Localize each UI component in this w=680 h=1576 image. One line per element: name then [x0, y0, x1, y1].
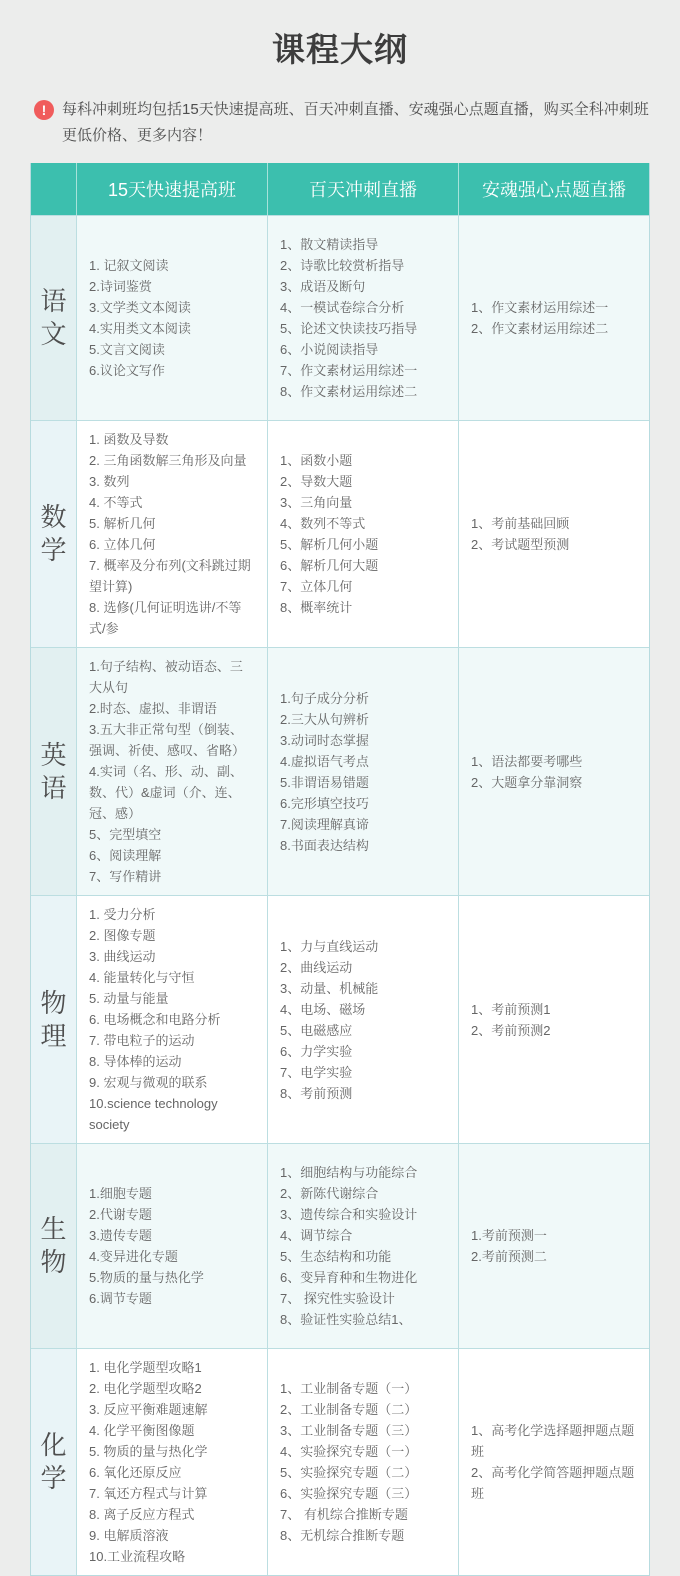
course-item: 7、 探究性实验设计	[280, 1291, 395, 1306]
course-item: 3. 反应平衡难题速解	[89, 1402, 208, 1417]
subject-char: 物	[40, 987, 67, 1018]
cell-key-point-live	[459, 896, 649, 1143]
course-item: 3、成语及断句	[280, 279, 366, 294]
course-item: 2、考试题型预测	[471, 537, 570, 552]
course-item: 5.物质的量与热化学	[89, 1270, 204, 1285]
course-item: 5、论述文快读技巧指导	[280, 321, 418, 336]
subject-char: 英	[40, 739, 67, 770]
course-item: 2、大题拿分靠洞察	[471, 774, 583, 790]
course-item: 3.动词时态掌握	[280, 732, 369, 748]
course-item: 4、实验探究专题（一）	[280, 1444, 418, 1459]
subject-char: 学	[40, 535, 67, 565]
subject-char: 语	[40, 772, 67, 803]
table-row	[31, 215, 649, 420]
course-item: 1.考前预测一	[471, 1228, 547, 1243]
course-item: 7. 带电粒子的运动	[89, 1033, 195, 1048]
course-outline-table	[30, 163, 650, 1576]
cell-quick-class	[77, 216, 268, 420]
course-item: 1、高考化学选择题押题点题班	[471, 1423, 635, 1459]
subject-char: 生	[40, 1214, 67, 1244]
course-item: 7、作文素材运用综述一	[280, 363, 418, 378]
course-item: 1.句子成分分析	[280, 690, 369, 706]
course-item: 8.书面表达结构	[280, 837, 369, 853]
course-item: 2、新陈代谢综合	[280, 1186, 379, 1201]
course-item: 2. 电化学题型攻略2	[89, 1381, 202, 1396]
course-item: 8、无机综合推断专题	[280, 1528, 405, 1543]
course-item: 4、数列不等式	[280, 516, 366, 531]
table-row	[31, 1143, 649, 1348]
course-item: 2、诗歌比较赏析指导	[280, 258, 405, 273]
course-item: 4.实用类文本阅读	[89, 321, 191, 336]
header-subject-cell	[31, 163, 77, 215]
subject-label	[31, 896, 77, 1143]
course-item: 3.文学类文本阅读	[89, 300, 191, 315]
course-item: 8、概率统计	[280, 600, 353, 615]
header-col-1: 15天快速提高班	[77, 163, 268, 215]
course-item: 7、写作精讲	[89, 869, 162, 884]
course-item: 4. 能量转化与守恒	[89, 970, 195, 985]
course-item: 5. 动量与能量	[89, 991, 169, 1006]
course-item: 8、作文素材运用综述二	[280, 384, 418, 399]
course-item: 5. 物质的量与热化学	[89, 1444, 208, 1459]
cell-key-point-live	[459, 1144, 649, 1348]
course-item: 6、实验探究专题（三）	[280, 1486, 418, 1501]
table-body	[31, 215, 649, 1575]
course-item: 6、解析几何大题	[280, 558, 379, 573]
course-item: 1. 电化学题型攻略1	[89, 1360, 202, 1375]
course-item: 1.句子结构、被动语态、三大从句	[89, 659, 243, 695]
cell-quick-class	[77, 1349, 268, 1575]
course-item: 3. 曲线运动	[89, 949, 156, 964]
cell-hundred-day-live	[268, 421, 459, 647]
course-item: 7、立体几何	[280, 579, 353, 594]
course-item: 4.变异进化专题	[89, 1249, 178, 1264]
subject-char: 化	[40, 1430, 67, 1460]
course-item: 9. 宏观与微观的联系	[89, 1075, 208, 1090]
table-row	[31, 1348, 649, 1575]
course-item: 5、实验探究专题（二）	[280, 1465, 418, 1480]
course-item: 2. 三角函数解三角形及向量	[89, 453, 247, 468]
subject-char: 数	[40, 502, 67, 532]
course-item: 1、细胞结构与功能综合	[280, 1165, 418, 1180]
course-item: 5.非谓语易错题	[280, 774, 369, 790]
cell-hundred-day-live	[268, 216, 459, 420]
course-item: 5.文言文阅读	[89, 342, 165, 357]
cell-key-point-live	[459, 648, 649, 895]
course-item: 6. 氧化还原反应	[89, 1465, 182, 1480]
course-item: 2、工业制备专题（二）	[280, 1402, 418, 1417]
course-item: 6、变异育种和生物进化	[280, 1270, 418, 1285]
subject-char: 学	[40, 1463, 67, 1493]
course-item: 2.诗词鉴赏	[89, 279, 152, 294]
course-item: 2. 图像专题	[89, 928, 156, 943]
course-item: 10.science technology society	[89, 1096, 218, 1132]
course-item: 4. 不等式	[89, 495, 143, 510]
course-item: 6.完形填空技巧	[280, 795, 369, 811]
subject-char: 理	[40, 1020, 67, 1051]
course-item: 7.阅读理解真谛	[280, 816, 369, 832]
course-item: 2、考前预测2	[471, 1022, 551, 1038]
course-item: 1、工业制备专题（一）	[280, 1381, 418, 1396]
exclamation-icon: !	[34, 100, 54, 120]
course-item: 5、生态结构和功能	[280, 1249, 392, 1264]
course-item: 2.时态、虚拟、非谓语	[89, 701, 217, 716]
course-item: 6.议论文写作	[89, 363, 165, 378]
course-item: 1、力与直线运动	[280, 938, 379, 954]
course-item: 1、函数小题	[280, 453, 353, 468]
course-item: 8. 选修(几何证明选讲/不等式/参	[89, 600, 242, 636]
course-item: 3.五大非正常句型（倒装、强调、祈使、感叹、省略）	[89, 722, 246, 758]
course-item: 3、工业制备专题（三）	[280, 1423, 418, 1438]
course-item: 5、解析几何小题	[280, 537, 379, 552]
course-item: 1、语法都要考哪些	[471, 753, 583, 769]
course-item: 2、高考化学简答题押题点题班	[471, 1465, 635, 1501]
table-row	[31, 647, 649, 895]
course-item: 4、一模试卷综合分析	[280, 300, 405, 315]
course-item: 8. 离子反应方程式	[89, 1507, 195, 1522]
course-item: 4. 化学平衡图像题	[89, 1423, 195, 1438]
table-row	[31, 420, 649, 647]
course-item: 6、阅读理解	[89, 848, 162, 863]
course-item: 1、考前基础回顾	[471, 516, 570, 531]
course-item: 8. 导体棒的运动	[89, 1054, 182, 1069]
subject-char: 文	[40, 319, 67, 349]
course-item: 7. 概率及分布列(文科跳过期望计算)	[89, 558, 251, 594]
course-item: 8、考前预测	[280, 1085, 353, 1101]
cell-hundred-day-live	[268, 648, 459, 895]
subject-label	[31, 1144, 77, 1348]
cell-quick-class	[77, 421, 268, 647]
table-row	[31, 895, 649, 1143]
course-item: 2、作文素材运用综述二	[471, 321, 609, 336]
cell-hundred-day-live	[268, 1144, 459, 1348]
cell-quick-class	[77, 648, 268, 895]
course-item: 5、电磁感应	[280, 1022, 353, 1038]
cell-key-point-live	[459, 216, 649, 420]
course-item: 2、导数大题	[280, 474, 353, 489]
course-item: 6. 电场概念和电路分析	[89, 1012, 221, 1027]
course-item: 6.调节专题	[89, 1291, 152, 1306]
cell-quick-class	[77, 1144, 268, 1348]
subject-char: 语	[40, 286, 67, 316]
subject-label	[31, 216, 77, 420]
course-item: 2.代谢专题	[89, 1207, 152, 1222]
course-item: 7、电学实验	[280, 1064, 353, 1080]
course-item: 5、完型填空	[89, 827, 162, 842]
course-item: 4.实词（名、形、动、副、数、代）&虚词（介、连、冠、感）	[89, 764, 243, 821]
header-col-2: 百天冲刺直播	[268, 163, 459, 215]
course-item: 9. 电解质溶液	[89, 1528, 169, 1543]
course-item: 6、小说阅读指导	[280, 342, 379, 357]
subject-char: 物	[40, 1247, 67, 1277]
course-item: 1. 函数及导数	[89, 432, 169, 447]
cell-key-point-live	[459, 1349, 649, 1575]
course-item: 3、动量、机械能	[280, 980, 379, 996]
course-item: 4.虚拟语气考点	[280, 753, 369, 769]
course-item: 1、考前预测1	[471, 1001, 551, 1017]
table-header-row	[31, 163, 649, 215]
course-item: 5. 解析几何	[89, 516, 156, 531]
course-item: 6、力学实验	[280, 1043, 353, 1059]
course-item: 3.遗传专题	[89, 1228, 152, 1243]
course-item: 8、验证性实验总结1、	[280, 1312, 412, 1327]
cell-hundred-day-live	[268, 1349, 459, 1575]
subject-label	[31, 421, 77, 647]
course-item: 4、调节综合	[280, 1228, 353, 1243]
cell-key-point-live	[459, 421, 649, 647]
header-col-3: 安魂强心点题直播	[482, 180, 626, 200]
subject-label	[31, 1349, 77, 1575]
course-item: 2、曲线运动	[280, 959, 353, 975]
course-item: 1、作文素材运用综述一	[471, 300, 609, 315]
course-item: 1、散文精读指导	[280, 237, 379, 252]
course-item: 7、 有机综合推断专题	[280, 1507, 408, 1522]
course-item: 4、电场、磁场	[280, 1001, 366, 1017]
course-item: 1.细胞专题	[89, 1186, 152, 1201]
subject-label	[31, 648, 77, 895]
course-item: 2.三大从句辨析	[280, 711, 369, 727]
course-item: 1. 受力分析	[89, 907, 156, 922]
notice-text: 每科冲刺班均包括15天快速提高班、百天冲刺直播、安魂强心点题直播，购买全科冲刺班更低价格、更多内容！	[62, 101, 649, 144]
course-item: 10.工业流程攻略	[89, 1549, 186, 1564]
course-item: 1. 记叙文阅读	[89, 258, 169, 273]
course-item: 3. 数列	[89, 474, 130, 489]
course-item: 6. 立体几何	[89, 537, 156, 552]
course-item: 2.考前预测二	[471, 1249, 547, 1264]
notice	[34, 97, 650, 149]
course-item: 7. 氧还方程式与计算	[89, 1486, 208, 1501]
cell-hundred-day-live	[268, 896, 459, 1143]
course-item: 3、三角向量	[280, 495, 353, 510]
course-item: 3、遗传综合和实验设计	[280, 1207, 418, 1222]
page-title: 课程大纲	[272, 31, 408, 68]
cell-quick-class	[77, 896, 268, 1143]
